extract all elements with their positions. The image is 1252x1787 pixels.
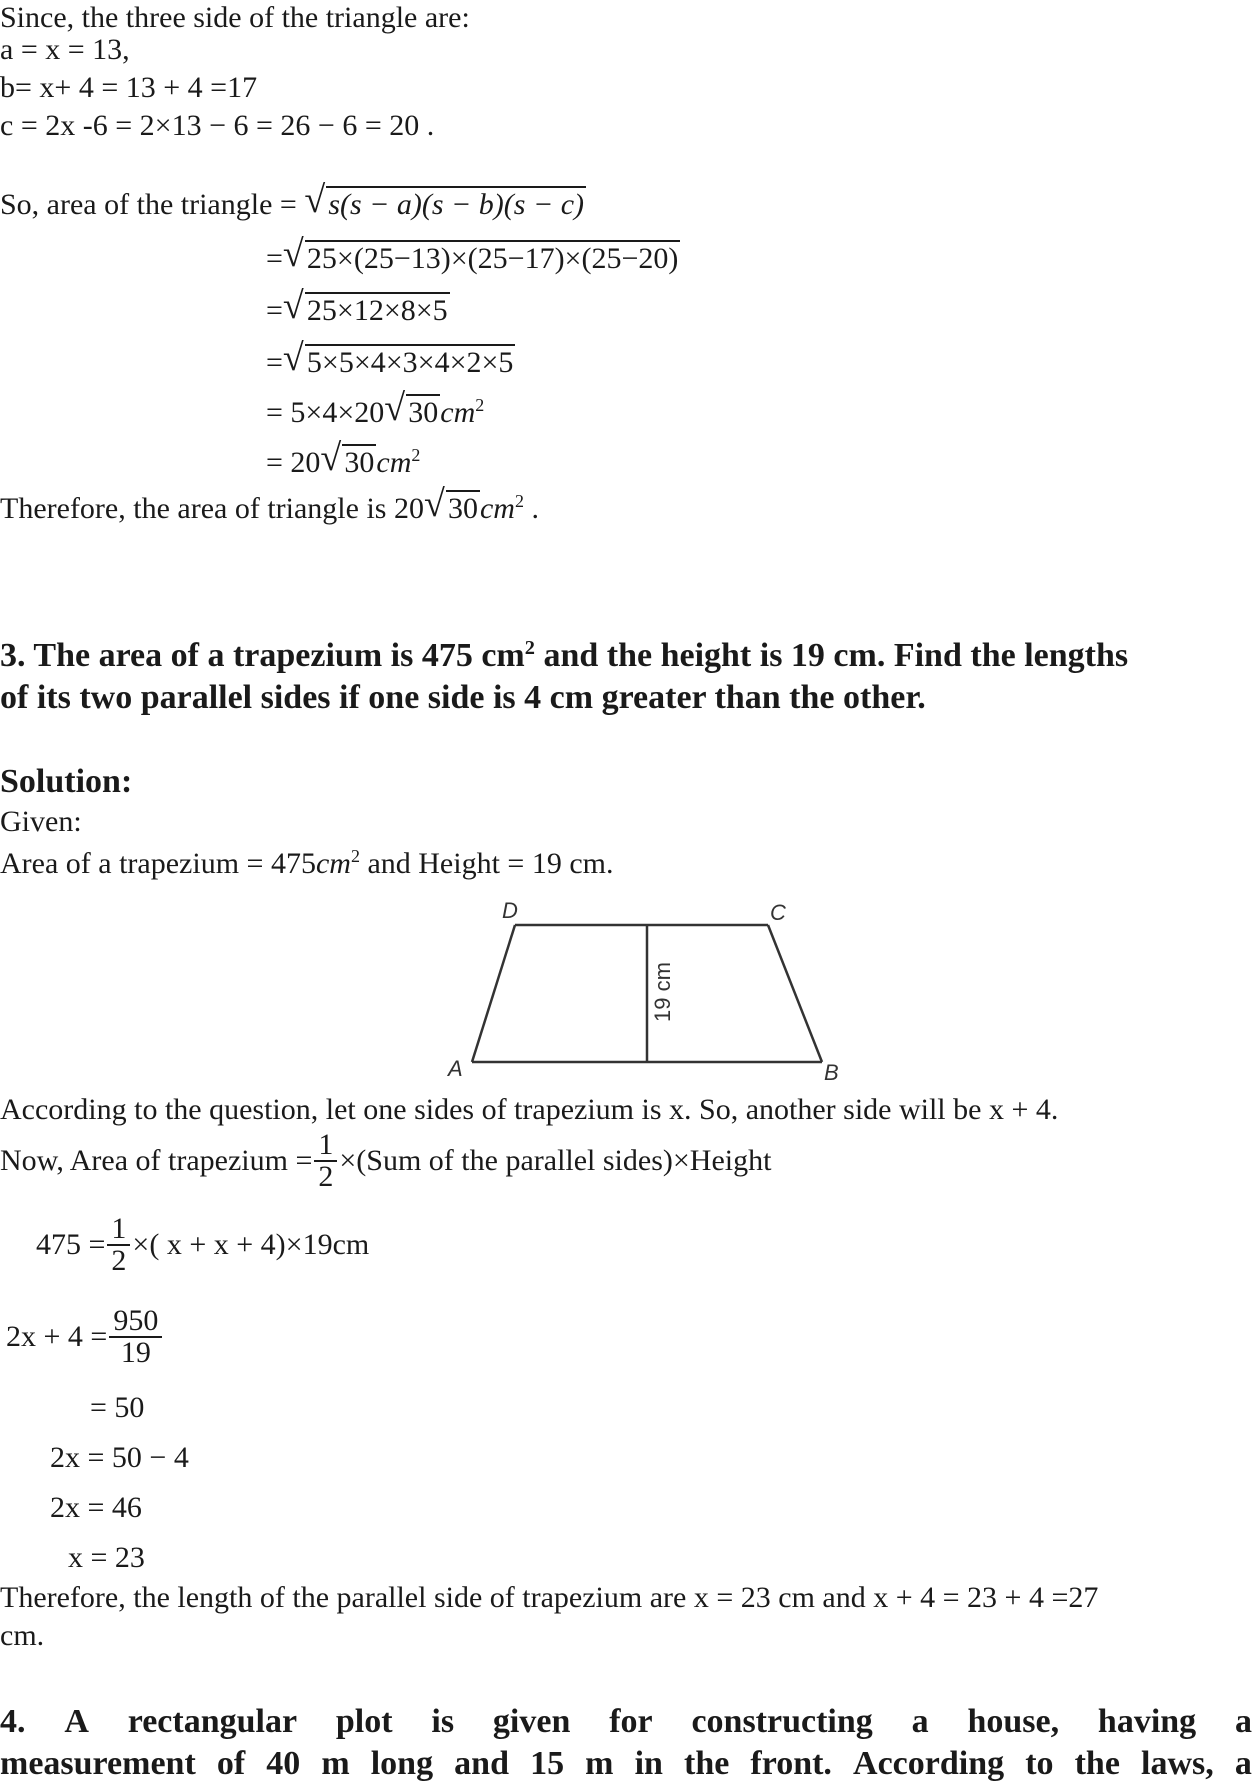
numerator: 950 xyxy=(109,1306,162,1338)
radicand-step5: 30 xyxy=(408,396,439,429)
given-label: Given: xyxy=(0,805,82,838)
solution-heading: Solution: xyxy=(0,763,133,800)
triangle-area-conclusion xyxy=(0,490,539,527)
question-4-line2 xyxy=(0,1744,1252,1784)
word: and xyxy=(454,1745,509,1782)
sqrt-symbol xyxy=(283,240,680,277)
radicand-step4: 5×5×4×3×4×2×5 xyxy=(306,346,514,379)
eq1-rhs: ×( x + x + 4)×19cm xyxy=(132,1228,370,1261)
formula-prefix: Now, Area of trapezium = xyxy=(0,1144,313,1177)
height-label: 19 cm xyxy=(650,962,675,1022)
equation-3: = 50 xyxy=(90,1391,145,1424)
word: A xyxy=(64,1703,89,1740)
word: having xyxy=(1097,1703,1197,1740)
superscript-2: 2 xyxy=(411,445,421,466)
area-formula-line xyxy=(0,186,586,223)
area-step2 xyxy=(266,240,680,277)
radicand-step6: 30 xyxy=(344,446,375,479)
area-step3 xyxy=(266,292,450,329)
equation-4: 2x = 50 − 4 xyxy=(50,1441,189,1474)
let-statement: According to the question, let one sides of trapezium is x. So, another side will be x + 4. xyxy=(0,1093,1059,1126)
q3-text-a: 3. The area of a trapezium is 475 cm xyxy=(0,637,525,674)
given-height: and Height = 19 cm. xyxy=(359,847,614,880)
radicand-step2: 25×(25−13)×(25−17)×(25−20) xyxy=(306,242,679,275)
denominator: 19 xyxy=(120,1336,151,1369)
superscript-2: 2 xyxy=(514,491,524,512)
sqrt-symbol xyxy=(320,444,376,481)
eq1-lhs: 475 = xyxy=(36,1228,106,1261)
superscript-2: 2 xyxy=(524,636,535,659)
equals-sign: = xyxy=(266,346,283,379)
area-formula-lead: So, area of the triangle = xyxy=(0,188,305,221)
equation-1 xyxy=(36,1214,369,1276)
fraction-one-half xyxy=(314,1130,337,1192)
trapezium-conclusion-line2: cm. xyxy=(0,1619,45,1652)
area-step5 xyxy=(266,394,484,431)
equation-6: x = 23 xyxy=(68,1541,145,1574)
equals-sign: = xyxy=(266,294,283,327)
word: constructing xyxy=(691,1703,873,1740)
radicand-step1: s(s − a)(s − b)(s − c) xyxy=(328,188,585,221)
equation-5: 2x = 46 xyxy=(50,1491,142,1524)
word: is xyxy=(431,1703,455,1740)
word: given xyxy=(492,1703,571,1740)
numerator: 1 xyxy=(314,1130,337,1162)
unit-cm: cm xyxy=(479,492,515,525)
side-ad xyxy=(472,925,515,1062)
denominator: 2 xyxy=(111,1244,127,1277)
sqrt-symbol xyxy=(283,344,516,381)
denominator: 2 xyxy=(318,1160,334,1193)
numerator: 1 xyxy=(107,1214,130,1246)
word: house, xyxy=(967,1703,1060,1740)
superscript-2: 2 xyxy=(350,846,360,867)
word: m xyxy=(321,1745,350,1782)
side-bc xyxy=(768,925,822,1062)
equation-2 xyxy=(6,1306,164,1368)
sqrt-symbol xyxy=(424,490,480,527)
step5-prefix: = 5×4×20 xyxy=(266,396,385,429)
word: a xyxy=(1234,1745,1252,1782)
fraction-one-half xyxy=(107,1214,130,1276)
conclusion-suffix: . xyxy=(523,492,539,525)
word: front. xyxy=(750,1745,832,1782)
conclusion-prefix: Therefore, the area of triangle is 20 xyxy=(0,492,424,525)
trapezium-figure xyxy=(430,890,850,1085)
word: 40 xyxy=(266,1745,301,1782)
conclusion-radicand: 30 xyxy=(447,492,478,525)
trapezium-conclusion-line1: Therefore, the length of the parallel side of trapezium are x = 23 cm and x + 4 = 23 + 4 =27 xyxy=(0,1581,1099,1614)
word: a xyxy=(911,1703,929,1740)
radicand-step3: 25×12×8×5 xyxy=(306,294,448,327)
question-3-line2: of its two parallel sides if one side is 4 cm greater than the other. xyxy=(0,679,926,716)
word: According xyxy=(853,1745,1005,1782)
word: a xyxy=(1235,1703,1252,1740)
word: m xyxy=(585,1745,614,1782)
word: plot xyxy=(335,1703,393,1740)
given-values xyxy=(0,846,613,882)
word: for xyxy=(609,1703,653,1740)
word: the xyxy=(1074,1745,1120,1782)
given-area: Area of a trapezium = 475 xyxy=(0,847,316,880)
triangle-sides-intro: Since, the three side of the triangle are: xyxy=(0,1,470,34)
word: 15 xyxy=(530,1745,565,1782)
word: measurement xyxy=(0,1745,196,1782)
question-3-line1 xyxy=(0,636,1128,676)
label-b: B xyxy=(824,1060,839,1085)
label-d: D xyxy=(502,898,518,923)
sqrt-symbol xyxy=(384,394,440,431)
sqrt-symbol xyxy=(283,292,450,329)
word: laws, xyxy=(1141,1745,1214,1782)
area-step6 xyxy=(266,444,420,481)
area-step4 xyxy=(266,344,515,381)
side-c: c = 2x -6 = 2×13 − 6 = 26 − 6 = 20 . xyxy=(0,109,435,142)
area-trapezium-formula xyxy=(0,1130,771,1192)
side-b: b= x+ 4 = 13 + 4 =17 xyxy=(0,71,258,104)
unit-cm: cm xyxy=(315,847,351,880)
word: in xyxy=(634,1745,663,1782)
word: rectangular xyxy=(127,1703,298,1740)
equals-sign: = xyxy=(266,242,283,275)
unit-cm: cm xyxy=(440,396,476,429)
sqrt-symbol xyxy=(304,186,586,223)
word: long xyxy=(370,1745,434,1782)
superscript-2: 2 xyxy=(475,395,485,416)
q3-text-b: and the height is 19 cm. Find the lengths xyxy=(534,637,1129,674)
side-a: a = x = 13, xyxy=(0,33,130,66)
step6-prefix: = 20 xyxy=(266,446,321,479)
label-a: A xyxy=(448,1056,463,1081)
label-c: C xyxy=(770,900,786,925)
word: to xyxy=(1025,1745,1054,1782)
fraction-950-19 xyxy=(109,1306,162,1368)
word: of xyxy=(216,1745,246,1782)
question-4-line1 xyxy=(0,1702,1252,1742)
unit-cm: cm xyxy=(376,446,412,479)
word: 4. xyxy=(0,1703,26,1740)
eq2-lhs: 2x + 4 = xyxy=(6,1320,108,1353)
formula-suffix: ×(Sum of the parallel sides)×Height xyxy=(339,1144,772,1177)
word: the xyxy=(684,1745,730,1782)
